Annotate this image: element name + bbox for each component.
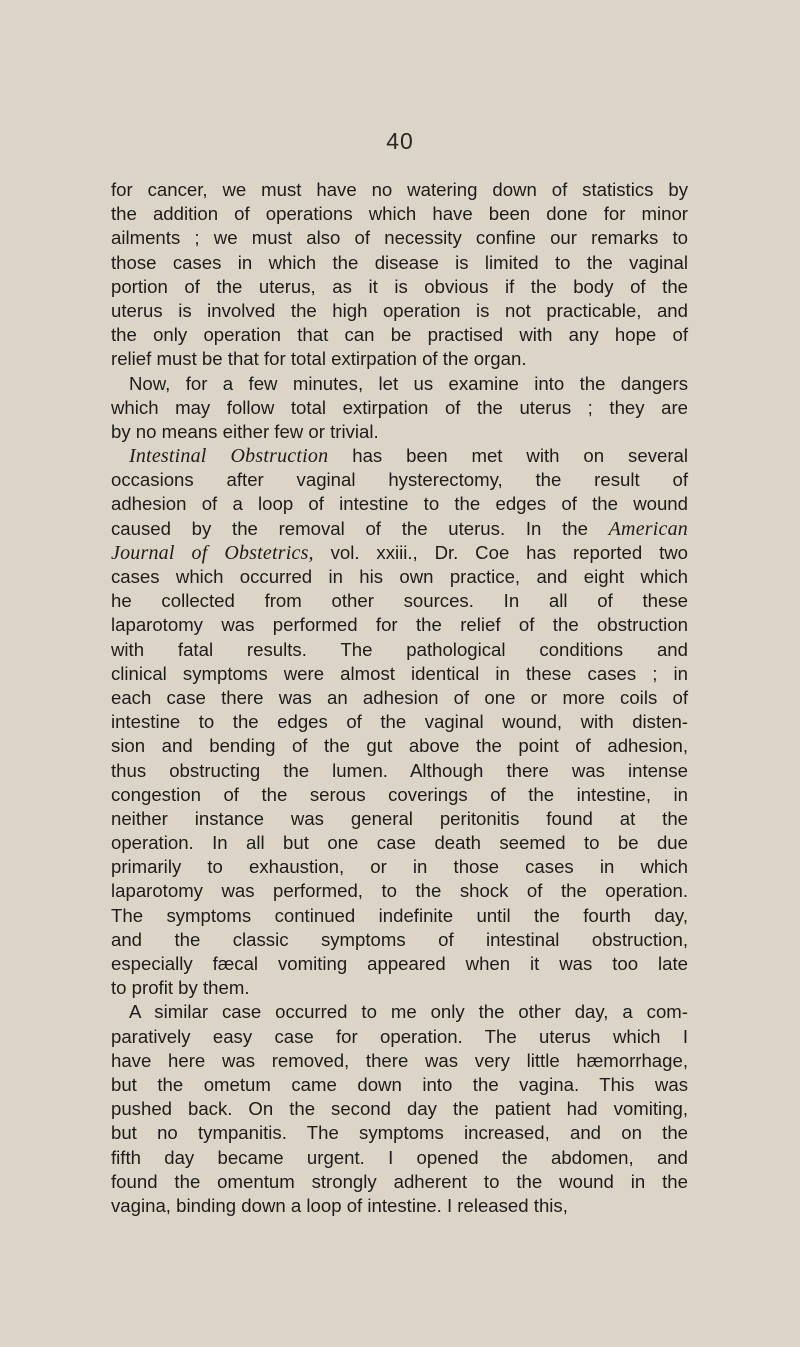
text-line: [111, 1121, 688, 1145]
text-line: [111, 1073, 688, 1097]
text-segment: The symptoms continued indefinite until the fourth day,: [111, 904, 688, 926]
text-segment: paratively easy case for operation. The uterus which I: [111, 1025, 688, 1047]
text-segment: each case there was an adhesion of one or more coils of: [111, 686, 688, 708]
italic-text: Intestinal Obstruction: [129, 445, 329, 468]
text-segment: uterus is involved the high operation is not practicable, and: [111, 299, 688, 321]
text-segment: ailments ; we must also of necessity confine our remarks to: [111, 227, 688, 249]
text-segment: portion of the uterus, as it is obvious if the body of the: [111, 275, 688, 297]
text-line: [111, 638, 688, 662]
text-line: [111, 904, 688, 928]
text-line: [111, 1170, 688, 1194]
text-segment: by no means either few or trivial.: [111, 420, 379, 442]
text-segment: but the ometum came down into the vagina. This was: [111, 1073, 688, 1095]
text-segment: laparotomy was performed for the relief of the obstruction: [111, 614, 688, 636]
text-line: [111, 1097, 688, 1121]
text-segment: fifth day became urgent. I opened the abdomen, and: [111, 1146, 688, 1168]
text-segment: Now, for a few minutes, let us examine into the dangers: [129, 372, 688, 394]
text-line: [111, 420, 688, 444]
text-line: [111, 783, 688, 807]
text-segment: primarily to exhaustion, or in those cases in which: [111, 856, 688, 878]
text-line: [111, 492, 688, 516]
text-line: [111, 710, 688, 734]
text-line: [111, 275, 688, 299]
text-segment: especially fæcal vomiting appeared when it was too late: [111, 953, 688, 974]
text-line: [111, 323, 688, 347]
text-segment: the addition of operations which have been done for minor: [111, 203, 688, 225]
text-segment: adhesion of a loop of intestine to the edges of the wound: [111, 493, 688, 515]
text-line: [111, 831, 688, 855]
text-segment: which may follow total extirpation of the uterus ; they are: [111, 396, 688, 418]
text-segment: cases which occurred in his own practice, and eight which: [111, 566, 688, 587]
text-segment: to profit by them.: [111, 977, 250, 999]
body-text: [111, 178, 688, 1218]
text-segment: thus obstructing the lumen. Although there was intense: [111, 759, 688, 781]
text-line: [111, 589, 688, 613]
text-segment: clinical symptoms were almost identical in these cases ; in: [111, 662, 688, 684]
text-segment: caused by the removal of the uterus. In the: [111, 517, 609, 539]
text-line: [111, 468, 688, 492]
text-line: [111, 541, 688, 565]
text-segment: relief must be that for total extirpation of the organ.: [111, 348, 527, 370]
text-line: [111, 396, 688, 420]
text-segment: intestine to the edges of the vaginal wound, with disten-: [111, 711, 688, 733]
text-segment: those cases in which the disease is limited to the vaginal: [111, 251, 688, 273]
text-line: [111, 879, 688, 903]
text-segment: he collected from other sources. In all of these: [111, 590, 688, 612]
text-line: [111, 976, 688, 1000]
text-line: [111, 686, 688, 710]
text-line: [111, 807, 688, 831]
text-segment: but no tympanitis. The symptoms increased, and on the: [111, 1122, 688, 1144]
italic-text: Journal of Obstetrics,: [111, 541, 314, 564]
text-segment: pushed back. On the second day the patient had vomiting,: [111, 1098, 688, 1120]
text-segment: with fatal results. The pathological conditions and: [111, 638, 688, 660]
page-number: 40: [386, 128, 414, 154]
text-line: [111, 347, 688, 371]
text-segment: occasions after vaginal hysterectomy, the result of: [111, 469, 688, 491]
text-line: [111, 1025, 688, 1049]
text-line: [111, 178, 688, 202]
text-segment: operation. In all but one case death seemed to be due: [111, 832, 688, 854]
text-line: [111, 759, 688, 783]
text-segment: laparotomy was performed, to the shock of the operation.: [111, 880, 688, 902]
text-line: [111, 1194, 688, 1218]
text-line: [111, 202, 688, 226]
text-line: [111, 565, 688, 589]
text-segment: and the classic symptoms of intestinal obstruction,: [111, 928, 688, 950]
text-line: [111, 734, 688, 758]
text-line: [111, 952, 688, 976]
text-line: [111, 1000, 688, 1024]
text-line: [111, 662, 688, 686]
text-line: [111, 372, 688, 396]
text-line: [111, 444, 688, 468]
text-segment: vagina, binding down a loop of intestine. I released this,: [111, 1194, 568, 1216]
text-line: [111, 1049, 688, 1073]
text-line: [111, 613, 688, 637]
text-segment: found the omentum strongly adherent to the wound in the: [111, 1170, 688, 1192]
text-segment: has been met with on several: [328, 445, 688, 467]
text-segment: congestion of the serous coverings of the intestine, in: [111, 783, 688, 805]
text-segment: sion and bending of the gut above the point of adhesion,: [111, 735, 688, 757]
text-segment: the only operation that can be practised with any hope of: [111, 324, 688, 346]
text-line: [111, 855, 688, 879]
text-segment: vol. xxiii., Dr. Coe has reported two: [313, 541, 689, 563]
text-line: [111, 226, 688, 250]
text-segment: neither instance was general peritonitis found at the: [111, 807, 688, 829]
text-line: [111, 517, 688, 541]
text-line: [111, 251, 688, 275]
text-segment: for cancer, we must have no watering down of statistics by: [111, 179, 688, 200]
text-segment: A similar case occurred to me only the other day, a com-: [129, 1001, 688, 1023]
text-line: [111, 1146, 688, 1170]
text-line: [111, 928, 688, 952]
text-line: [111, 299, 688, 323]
italic-text: American: [608, 517, 688, 540]
text-segment: have here was removed, there was very little hæmorrhage,: [111, 1049, 688, 1071]
